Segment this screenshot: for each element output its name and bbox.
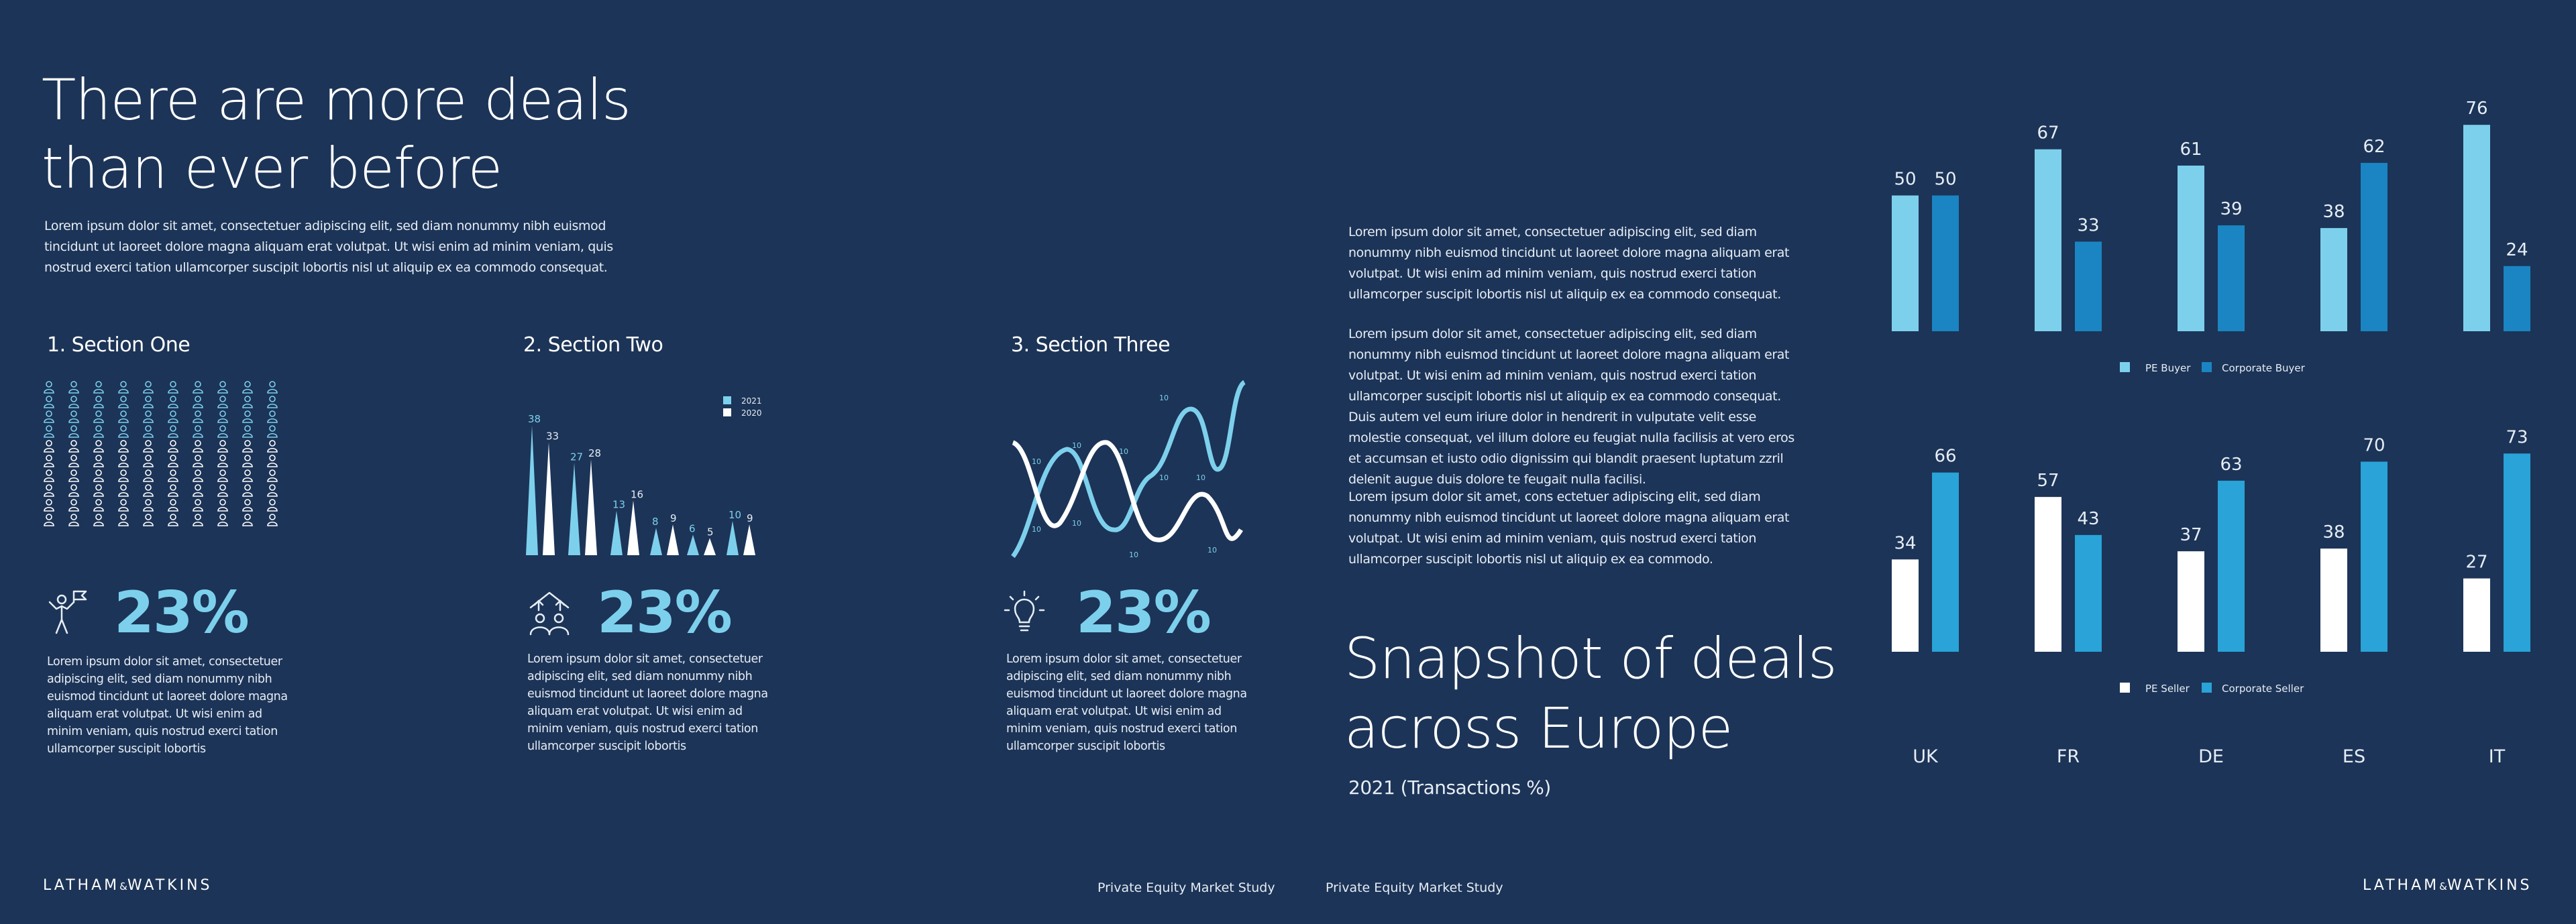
person-icon	[217, 410, 241, 424]
people-pictogram	[43, 380, 291, 528]
legend-label-corporate-buyer: Corporate Buyer	[2222, 362, 2305, 374]
spike-2020	[585, 459, 597, 555]
buyer-bar-label: 38	[2322, 202, 2345, 223]
person-icon	[241, 469, 266, 483]
person-icon	[68, 454, 93, 469]
person-icon	[192, 410, 217, 424]
spike-2021	[568, 463, 580, 555]
person-icon	[241, 439, 266, 454]
person-icon	[167, 454, 192, 469]
section-one-percent: 23%	[114, 579, 248, 646]
person-icon	[241, 380, 266, 395]
person-icon	[217, 513, 241, 528]
person-icon	[93, 380, 117, 395]
person-icon	[43, 498, 68, 513]
legend-swatch-pe-buyer	[2120, 362, 2130, 372]
buyer-bar-label: 76	[2465, 99, 2488, 119]
logo-word-latham: LATHAM	[43, 877, 120, 894]
page-title-left	[42, 66, 631, 203]
wave-label: 10	[1129, 551, 1138, 559]
seller-bar-label: 43	[2077, 508, 2100, 529]
seller-bar	[2361, 462, 2387, 652]
buyer-bar	[2463, 125, 2490, 331]
person-icon	[167, 513, 192, 528]
person-icon	[68, 498, 93, 513]
spike-label-2020: 16	[631, 488, 644, 501]
seller-bar-label: 34	[1894, 533, 1917, 554]
person-icon	[241, 424, 266, 439]
seller-bar	[2218, 481, 2245, 652]
buyer-bar	[2504, 266, 2530, 331]
buyer-bar-label: 24	[2506, 239, 2528, 260]
person-icon	[43, 395, 68, 410]
wave-label: 10	[1159, 473, 1169, 482]
person-icon	[167, 424, 192, 439]
person-icon	[68, 513, 93, 528]
person-icon	[68, 395, 93, 410]
person-icon	[142, 454, 167, 469]
person-icon	[241, 410, 266, 424]
person-icon	[93, 483, 117, 498]
person-icon	[266, 439, 291, 454]
spike-label-2021: 8	[652, 516, 659, 528]
spike-2020	[543, 443, 555, 555]
spike-label-2020: 33	[546, 430, 559, 443]
person-icon	[43, 380, 68, 395]
buyer-bar-label: 39	[2220, 199, 2243, 220]
logo-word-watkins: WATKINS	[2447, 877, 2532, 894]
person-icon	[217, 469, 241, 483]
buyer-bar-label: 61	[2180, 139, 2202, 160]
seller-bar-label: 73	[2506, 427, 2528, 448]
person-icon	[192, 454, 217, 469]
seller-bar-label: 38	[2322, 522, 2345, 543]
person-icon	[43, 483, 68, 498]
headline-right-line-2: across Europe	[1344, 695, 1733, 761]
right-paragraph-3: Lorem ipsum dolor sit amet, cons ectetuer adipiscing elit, sed diam nonummy nibh euismod tincidunt ut laoreet dolore magna aliquam erat volutpat. Ut wisi enim ad minim veniam, quis nostrud exerci tation ullamcorper suscipit lobortis nisl ut aliquip ex ea commodo.	[1348, 489, 1790, 567]
section-one-title: 1. Section One	[47, 333, 191, 357]
country-label: IT	[2488, 746, 2506, 767]
wave-chart	[1006, 376, 1248, 567]
spike-2020	[704, 538, 716, 556]
footer-left: Private Equity Market Study	[1097, 880, 1275, 895]
spike-label-2020: 28	[588, 447, 602, 460]
person-icon	[68, 483, 93, 498]
person-icon	[217, 483, 241, 498]
person-icon	[43, 469, 68, 483]
person-icon	[266, 454, 291, 469]
page-title-right	[1344, 624, 1837, 763]
buyer-bar	[2218, 225, 2245, 331]
legend-swatch-2021	[723, 396, 731, 404]
person-icon	[266, 424, 291, 439]
person-icon	[93, 395, 117, 410]
person-icon	[217, 454, 241, 469]
person-icon	[217, 439, 241, 454]
person-icon	[192, 483, 217, 498]
person-icon	[142, 395, 167, 410]
person-icon	[117, 454, 142, 469]
legend-swatch-pe-seller	[2120, 683, 2130, 693]
person-icon	[266, 469, 291, 483]
person-icon	[117, 513, 142, 528]
legend-label-pe-buyer: PE Buyer	[2145, 362, 2191, 374]
spike-label-2020: 9	[670, 512, 677, 525]
person-icon	[117, 380, 142, 395]
person-icon	[192, 469, 217, 483]
legend-label-2020: 2020	[741, 408, 762, 418]
wave-label: 10	[1072, 519, 1081, 528]
person-icon	[142, 439, 167, 454]
seller-bar-label: 27	[2465, 552, 2488, 573]
person-icon	[266, 513, 291, 528]
seller-bar-label: 66	[1934, 446, 1957, 467]
person-icon	[43, 454, 68, 469]
buyer-bar	[1932, 196, 1959, 332]
wave-label: 10	[1196, 473, 1205, 482]
section-one-text: Lorem ipsum dolor sit amet, consectetuer adipiscing elit, sed diam nonummy nibh euismod tincidunt ut laoreet dolore magna aliquam erat volutpat. Ut wisi enim ad minim veniam, quis nostrud exerci tation ullamcorper suscipit lobortis	[47, 655, 288, 756]
person-icon	[192, 395, 217, 410]
person-icon	[217, 498, 241, 513]
wave-label: 10	[1072, 441, 1081, 450]
person-icon	[117, 424, 142, 439]
buyer-bar	[1892, 196, 1919, 332]
person-icon	[117, 469, 142, 483]
legend-swatch-corporate-buyer	[2202, 362, 2212, 372]
logo-word-latham: LATHAM	[2363, 877, 2440, 894]
legend-label-2021: 2021	[741, 396, 762, 406]
person-icon	[167, 483, 192, 498]
person-icon	[266, 483, 291, 498]
buyer-bar	[2361, 163, 2387, 331]
spike-2021	[610, 511, 623, 555]
person-icon	[266, 410, 291, 424]
person-icon	[167, 498, 192, 513]
person-icon	[117, 410, 142, 424]
wave-label: 10	[1159, 394, 1169, 402]
buyer-bar	[2035, 150, 2061, 331]
spike-label-2021: 38	[528, 413, 541, 426]
person-icon	[117, 483, 142, 498]
person-icon	[68, 469, 93, 483]
legend-label-pe-seller: PE Seller	[2145, 683, 2190, 695]
person-icon	[142, 469, 167, 483]
person-icon	[68, 439, 93, 454]
spike-2021	[687, 534, 699, 555]
seller-bar	[2463, 579, 2490, 652]
person-icon	[142, 410, 167, 424]
legend-swatch-corporate-seller	[2202, 683, 2212, 693]
person-icon	[217, 395, 241, 410]
headline-line-1: There are more deals	[42, 67, 631, 133]
headline-right-line-1: Snapshot of deals	[1344, 626, 1837, 691]
person-icon	[192, 498, 217, 513]
section-two-title: 2. Section Two	[523, 333, 663, 357]
buyer-bar	[2178, 166, 2204, 331]
person-icon	[217, 424, 241, 439]
person-icon	[142, 380, 167, 395]
person-icon	[43, 439, 68, 454]
wave-label: 10	[1032, 457, 1041, 466]
section-three-percent: 23%	[1076, 579, 1210, 646]
person-icon	[266, 498, 291, 513]
intro-paragraph: Lorem ipsum dolor sit amet, consectetuer adipiscing elit, sed diam nonummy nibh euismod tincidunt ut laoreet dolore magna aliquam erat volutpat. Ut wisi enim ad minim veniam, quis nostrud exerci tation ullamcorper suscipit lobortis nisl ut aliquip ex ea commodo consequat.	[44, 219, 613, 275]
person-icon	[93, 410, 117, 424]
seller-bar-label: 37	[2180, 525, 2202, 546]
spike-2021	[650, 528, 662, 555]
spike-label-2021: 6	[689, 522, 696, 535]
spike-chart	[523, 376, 778, 560]
section-two-text: Lorem ipsum dolor sit amet, consectetuer adipiscing elit, sed diam nonummy nibh euismod tincidunt ut laoreet dolore magna aliquam erat volutpat. Ut wisi enim ad minim veniam, quis nostrud exerci tation ullamcorper suscipit lobortis	[527, 652, 768, 753]
buyer-bar-label: 50	[1894, 169, 1917, 190]
legend-label-corporate-seller: Corporate Seller	[2222, 683, 2304, 695]
logo-ampersand: &	[119, 880, 127, 892]
section-three-text: Lorem ipsum dolor sit amet, consectetuer adipiscing elit, sed diam nonummy nibh euismod tincidunt ut laoreet dolore magna aliquam erat volutpat. Ut wisi enim ad minim veniam, quis nostrud exerci tation ullamcorper suscipit lobortis	[1006, 652, 1247, 753]
seller-bar	[2178, 551, 2204, 652]
spike-2021	[727, 521, 739, 555]
buyer-bar-label: 67	[2037, 123, 2059, 143]
footer-right: Private Equity Market Study	[1326, 880, 1503, 895]
logo-left-page	[43, 877, 213, 894]
country-label: FR	[2056, 746, 2080, 767]
lightbulb-icon	[1002, 589, 1046, 640]
person-icon	[167, 439, 192, 454]
person-icon	[167, 469, 192, 483]
wave-label: 10	[1032, 525, 1041, 534]
person-icon	[192, 439, 217, 454]
person-icon	[192, 513, 217, 528]
person-icon	[117, 498, 142, 513]
spike-2021	[526, 425, 538, 555]
buyer-bar	[2320, 228, 2347, 331]
person-icon	[217, 380, 241, 395]
person-flag-icon	[43, 589, 91, 640]
person-icon	[241, 513, 266, 528]
person-icon	[241, 454, 266, 469]
headline-line-2: than ever before	[42, 135, 502, 201]
seller-bar	[2075, 535, 2102, 652]
buyer-bar-label: 50	[1934, 169, 1957, 190]
spike-label-2021: 10	[729, 509, 742, 521]
person-icon	[68, 380, 93, 395]
seller-bar	[2035, 497, 2061, 652]
person-icon	[167, 395, 192, 410]
spike-label-2021: 27	[570, 451, 584, 463]
person-icon	[93, 498, 117, 513]
person-icon	[43, 410, 68, 424]
person-icon	[117, 439, 142, 454]
person-icon	[117, 395, 142, 410]
right-paragraph-1: Lorem ipsum dolor sit amet, consectetuer adipiscing elit, sed diam nonummy nibh euismod tincidunt ut laoreet dolore magna aliquam erat volutpat. Ut wisi enim ad minim veniam, quis nostrud exerci tation ullamcorper suscipit lobortis nisl ut aliquip ex ea commodo consequat.	[1348, 225, 1790, 302]
buyer-bar	[2075, 241, 2102, 331]
person-icon	[43, 424, 68, 439]
spike-label-2021: 13	[612, 498, 626, 511]
person-icon	[167, 410, 192, 424]
person-icon	[266, 395, 291, 410]
person-icon	[142, 513, 167, 528]
seller-bar-label: 63	[2220, 454, 2243, 475]
country-label: DE	[2198, 746, 2224, 767]
seller-bar-label: 70	[2363, 435, 2385, 456]
wave-label: 10	[1119, 447, 1128, 456]
person-icon	[93, 469, 117, 483]
person-icon	[93, 454, 117, 469]
spike-label-2020: 5	[707, 526, 714, 538]
people-growth-icon	[525, 589, 574, 640]
person-icon	[93, 439, 117, 454]
section-three-title: 3. Section Three	[1011, 333, 1171, 357]
section-two-percent: 23%	[597, 579, 731, 646]
country-label: UK	[1913, 746, 1938, 767]
person-icon	[43, 513, 68, 528]
seller-bar-label: 57	[2037, 471, 2059, 492]
person-icon	[142, 424, 167, 439]
country-label: ES	[2342, 746, 2366, 767]
buyer-bar-label: 33	[2077, 215, 2100, 236]
person-icon	[241, 483, 266, 498]
person-icon	[192, 380, 217, 395]
seller-bar	[2504, 453, 2530, 652]
seller-bar	[1892, 559, 1919, 652]
wave-line-white	[1013, 443, 1241, 540]
legend-swatch-2020	[723, 408, 731, 416]
spike-2020	[627, 500, 639, 555]
person-icon	[241, 395, 266, 410]
person-icon	[167, 380, 192, 395]
spike-2020	[743, 524, 755, 555]
chart-subtitle: 2021 (Transactions %)	[1348, 776, 1551, 799]
wave-line-light	[1013, 382, 1244, 557]
buyer-bar-label: 62	[2363, 136, 2385, 157]
person-icon	[266, 380, 291, 395]
person-icon	[68, 424, 93, 439]
wave-label: 10	[1208, 546, 1217, 555]
seller-bar	[2320, 548, 2347, 652]
right-paragraph-2: Lorem ipsum dolor sit amet, consectetuer adipiscing elit, sed diam nonummy nibh euismod tincidunt ut laoreet dolore magna aliquam erat volutpat. Ut wisi enim ad minim veniam, quis nostrud exerci tation ullamcorper suscipit lobortis nisl ut aliquip ex ea commodo consequat. Duis autem vel eum iriure dolor in hendrerit in vulputate velit esse molestie consequat, vel illum dolore eu feugiat nulla facilisis at vero eros et accumsan et iusto odio dignissim qui blandit praesent luptatum zzril delenit augue duis dolore te feugait nulla facilisi.	[1348, 327, 1794, 487]
person-icon	[192, 424, 217, 439]
seller-bar	[1932, 473, 1959, 652]
europe-bar-charts	[1878, 54, 2549, 778]
person-icon	[241, 498, 266, 513]
spike-2020	[667, 524, 679, 555]
person-icon	[142, 483, 167, 498]
person-icon	[68, 410, 93, 424]
spike-label-2020: 9	[747, 512, 753, 525]
person-icon	[93, 513, 117, 528]
logo-ampersand: &	[2439, 880, 2447, 892]
person-icon	[93, 424, 117, 439]
person-icon	[142, 498, 167, 513]
logo-word-watkins: WATKINS	[127, 877, 213, 894]
logo-right-page	[2363, 877, 2532, 894]
